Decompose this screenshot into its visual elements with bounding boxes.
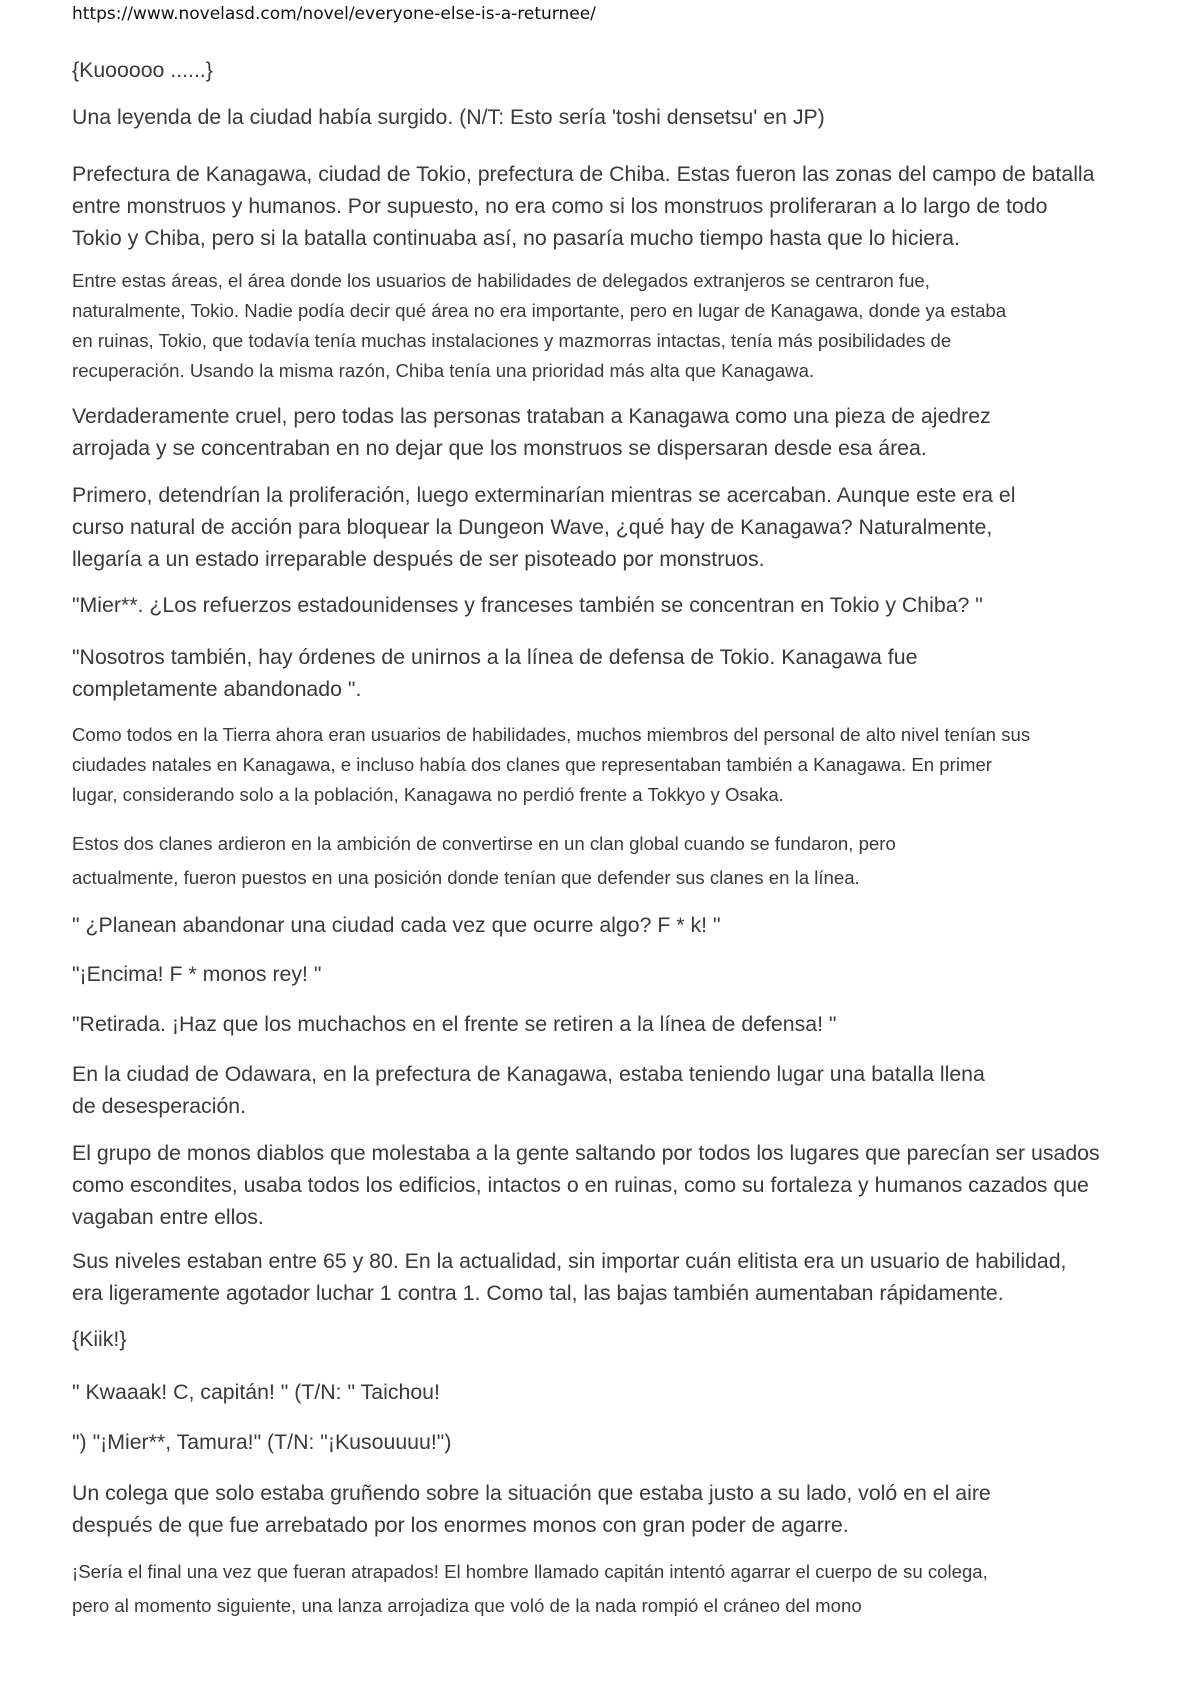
text-line: completamente abandonado ". — [72, 677, 362, 701]
text-line: {Kuooooo ......} — [72, 58, 213, 82]
text-line: Como todos en la Tierra ahora eran usuarios de habilidades, muchos miembros del personal de alto nivel tenían sus — [72, 724, 1031, 745]
paragraph-14 — [72, 1058, 985, 1122]
text-line: Entre estas áreas, el área donde los usuarios de habilidades de delegados extranjeros se centraron fue, — [72, 270, 930, 291]
text-line: actualmente, fueron puestos en una posición donde tenían que defender sus clanes en la línea. — [72, 867, 860, 888]
text-line: " Kwaaak! C, capitán! " (T/N: " Taichou! — [72, 1380, 440, 1404]
text-line: ") "¡Mier**, Tamura!" (T/N: "¡Kusouuuu!") — [72, 1430, 452, 1454]
text-line: como escondites, usaba todos los edificios, intactos o en ruinas, como su fortaleza y humanos cazados que — [72, 1173, 1089, 1197]
paragraph-3 — [72, 158, 1095, 254]
text-line: "¡Encima! F * monos rey! " — [72, 962, 322, 986]
text-line: ciudades natales en Kanagawa, e incluso había dos clanes que representaban también a Kanagawa. En primer — [72, 754, 992, 775]
text-line: "Retirada. ¡Haz que los muchachos en el frente se retiren a la línea de defensa! " — [72, 1012, 837, 1036]
text-line: {Kiik!} — [72, 1327, 127, 1351]
text-line: Primero, detendrían la proliferación, luego exterminarían mientras se acercaban. Aunque este era el — [72, 483, 1016, 507]
text-line: "Mier**. ¿Los refuerzos estadounidenses y franceses también se concentran en Tokio y Chiba? " — [72, 593, 983, 617]
text-line: entre monstruos y humanos. Por supuesto, no era como si los monstruos proliferaran a lo largo de todo — [72, 194, 1048, 218]
text-line: Un colega que solo estaba gruñendo sobre la situación que estaba justo a su lado, voló en el aire — [72, 1481, 991, 1505]
paragraph-1 — [72, 54, 213, 86]
text-line: recuperación. Usando la misma razón, Chiba tenía una prioridad más alta que Kanagawa. — [72, 360, 815, 381]
text-line: Tokio y Chiba, pero si la batalla continuaba así, no pasaría mucho tiempo hasta que lo hiciera. — [72, 226, 960, 250]
paragraph-6 — [72, 479, 1016, 575]
text-line: de desesperación. — [72, 1094, 247, 1118]
text-line: curso natural de acción para bloquear la Dungeon Wave, ¿qué hay de Kanagawa? Naturalmente, — [72, 515, 993, 539]
text-line: Prefectura de Kanagawa, ciudad de Tokio, prefectura de Chiba. Estas fueron las zonas del campo de batalla — [72, 162, 1095, 186]
paragraph-5 — [72, 400, 991, 464]
text-line: "Nosotros también, hay órdenes de unirnos a la línea de defensa de Tokio. Kanagawa fue — [72, 645, 918, 669]
text-line: " ¿Planean abandonar una ciudad cada vez que ocurre algo? F * k! " — [72, 913, 721, 937]
text-line: arrojada y se concentraban en no dejar que los monstruos se dispersaran desde esa área. — [72, 436, 927, 460]
paragraph-11 — [72, 909, 721, 941]
paragraph-15 — [72, 1137, 1100, 1233]
paragraph-16 — [72, 1245, 1066, 1309]
paragraph-7 — [72, 589, 983, 621]
paragraph-20 — [72, 1477, 991, 1541]
paragraph-2 — [72, 101, 825, 133]
text-line: Estos dos clanes ardieron en la ambición de convertirse en un clan global cuando se fundaron, pero — [72, 833, 896, 854]
paragraph-12 — [72, 958, 321, 990]
text-line: Sus niveles estaban entre 65 y 80. En la actualidad, sin importar cuán elitista era un usuario de habilidad, — [72, 1249, 1067, 1273]
text-line: El grupo de monos diablos que molestaba a la gente saltando por todos los lugares que parecían ser usados — [72, 1141, 1100, 1165]
text-line: En la ciudad de Odawara, en la prefectura de Kanagawa, estaba teniendo lugar una batalla llena — [72, 1062, 985, 1086]
paragraph-8 — [72, 641, 917, 705]
paragraph-21 — [72, 1557, 988, 1621]
text-line: llegaría a un estado irreparable después de ser pisoteado por monstruos. — [72, 547, 765, 571]
text-line: después de que fue arrebatado por los enormes monos con gran poder de agarre. — [72, 1513, 849, 1537]
paragraph-4 — [72, 266, 1006, 386]
text-line: vagaban entre ellos. — [72, 1205, 264, 1229]
text-line: ¡Sería el final una vez que fueran atrapados! El hombre llamado capitán intentó agarrar el cuerpo de su colega, — [72, 1561, 988, 1582]
text-line: era ligeramente agotador luchar 1 contra 1. Como tal, las bajas también aumentaban rápidamente. — [72, 1281, 1004, 1305]
paragraph-18 — [72, 1376, 440, 1408]
paragraph-10 — [72, 829, 896, 893]
text-line: pero al momento siguiente, una lanza arrojadiza que voló de la nada rompió el cráneo del mono — [72, 1595, 862, 1616]
source-url: https://www.novelasd.com/novel/everyone-else-is-a-returnee/ — [72, 4, 596, 24]
text-line: lugar, considerando solo a la población, Kanagawa no perdió frente a Tokkyo y Osaka. — [72, 784, 784, 805]
text-line: en ruinas, Tokio, que todavía tenía muchas instalaciones y mazmorras intactas, tenía más posibilidades de — [72, 330, 952, 351]
paragraph-17 — [72, 1323, 126, 1355]
text-line: naturalmente, Tokio. Nadie podía decir qué área no era importante, pero en lugar de Kanagawa, donde ya estaba — [72, 300, 1007, 321]
paragraph-9 — [72, 720, 1030, 810]
text-line: Una leyenda de la ciudad había surgido. (N/T: Esto sería 'toshi densetsu' en JP) — [72, 105, 825, 129]
paragraph-19 — [72, 1426, 451, 1458]
text-line: Verdaderamente cruel, pero todas las personas trataban a Kanagawa como una pieza de ajedrez — [72, 404, 991, 428]
paragraph-13 — [72, 1008, 837, 1040]
